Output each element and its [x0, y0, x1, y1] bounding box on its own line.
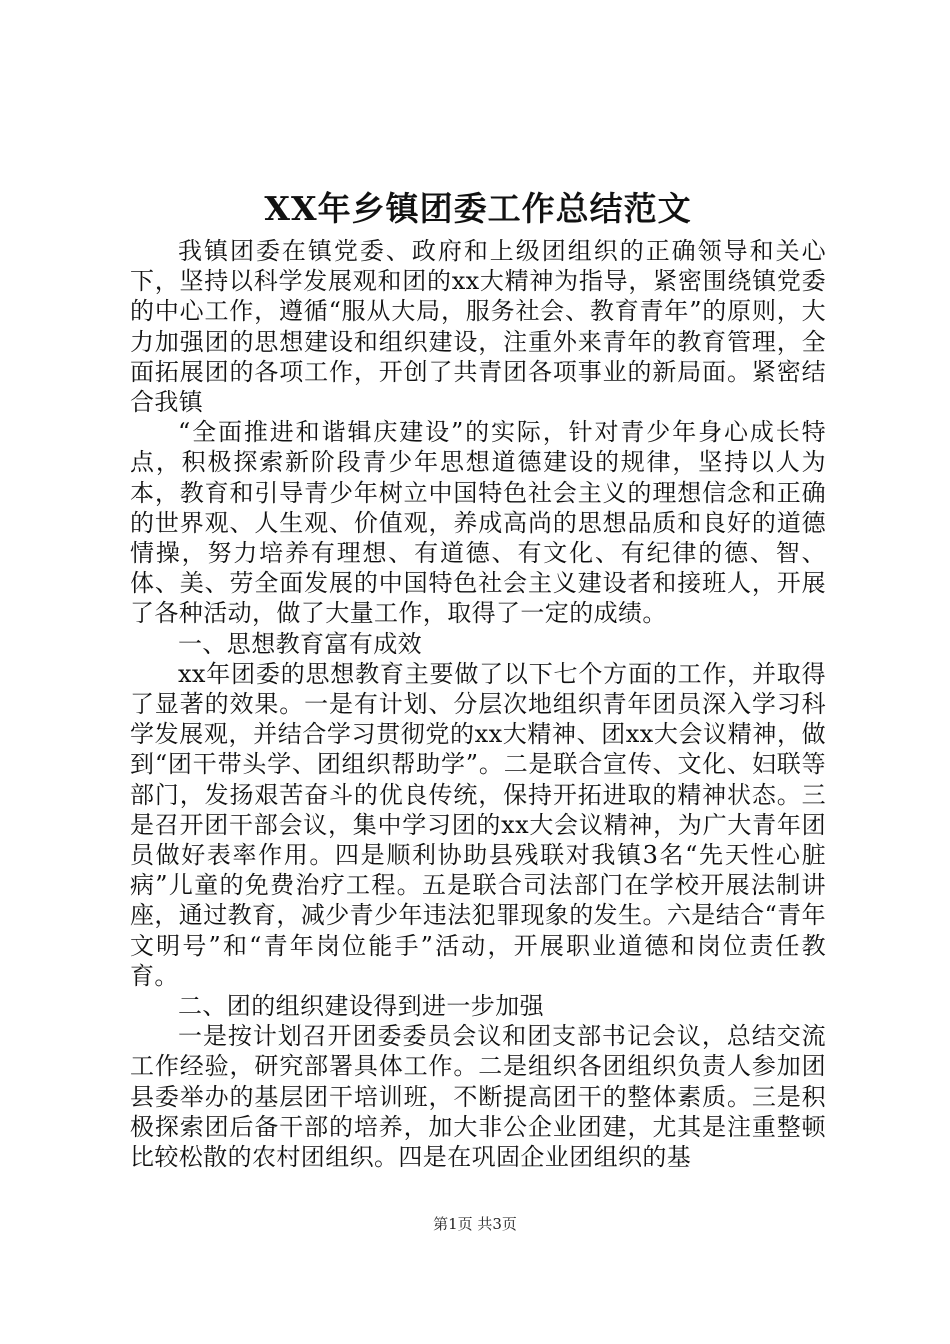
section-heading-2: 二、团的组织建设得到进一步加强	[178, 992, 544, 1021]
document-body	[130, 236, 826, 1172]
paragraph-context: “全面推进和谐辑庆建设”的实际，针对青少年身心成长特点，积极探索新阶段青少年思想道德建设的规律，坚持以人为本，教育和引导青少年树立中国特色社会主义的理想信念和正确的世界观、人生观、价值观，养成高尚的思想品质和良好的道德情操，努力培养有理想、有道德、有文化、有纪律的德、智、体、美、劳全面发展的中国特色社会主义建设者和接班人，开展了各种活动，做了大量工作，取得了一定的成绩。	[130, 418, 826, 628]
document-title: XX年乡镇团委工作总结范文	[264, 189, 692, 228]
section-heading-1: 一、思想教育富有成效	[178, 629, 422, 658]
paragraph-section-1: xx年团委的思想教育主要做了以下七个方面的工作，并取得了显著的效果。一是有计划、分层次地组织青年团员深入学习科学发展观，并结合学习贯彻党的xx大精神、团xx大会议精神，做到“团干带头学、团组织帮助学”。二是联合宣传、文化、妇联等部门，发扬艰苦奋斗的优良传统，保持开拓进取的精神状态。三是召开团干部会议，集中学习团的xx大会议精神，为广大青年团员做好表率作用。四是顺利协助县残联对我镇3名“先天性心脏病”儿童的免费治疗工程。五是联合司法部门在学校开展法制讲座，通过教育，减少青少年违法犯罪现象的发生。六是结合“青年文明号”和“青年岗位能手”活动，开展职业道德和岗位责任教育。	[130, 659, 826, 990]
paragraph-section-2: 一是按计划召开团委委员会议和团支部书记会议，总结交流工作经验，研究部署具体工作。二是组织各团组织负责人参加团县委举办的基层团干培训班，不断提高团干的整体素质。三是积极探索团后备干部的培养，加大非公企业团建，尤其是注重整顿比较松散的农村团组织。四是在巩固企业团组织的基	[130, 1022, 826, 1172]
page-number-footer: 第1页 共3页	[433, 1215, 517, 1233]
paragraph-intro: 我镇团委在镇党委、政府和上级团组织的正确领导和关心下，坚持以科学发展观和团的xx大精神为指导，紧密围绕镇党委的中心工作，遵循“服从大局，服务社会、教育青年”的原则，大力加强团的思想建设和组织建设，注重外来青年的教育管理，全面拓展团的各项工作，开创了共青团各项事业的新局面。紧密结合我镇	[130, 237, 826, 417]
